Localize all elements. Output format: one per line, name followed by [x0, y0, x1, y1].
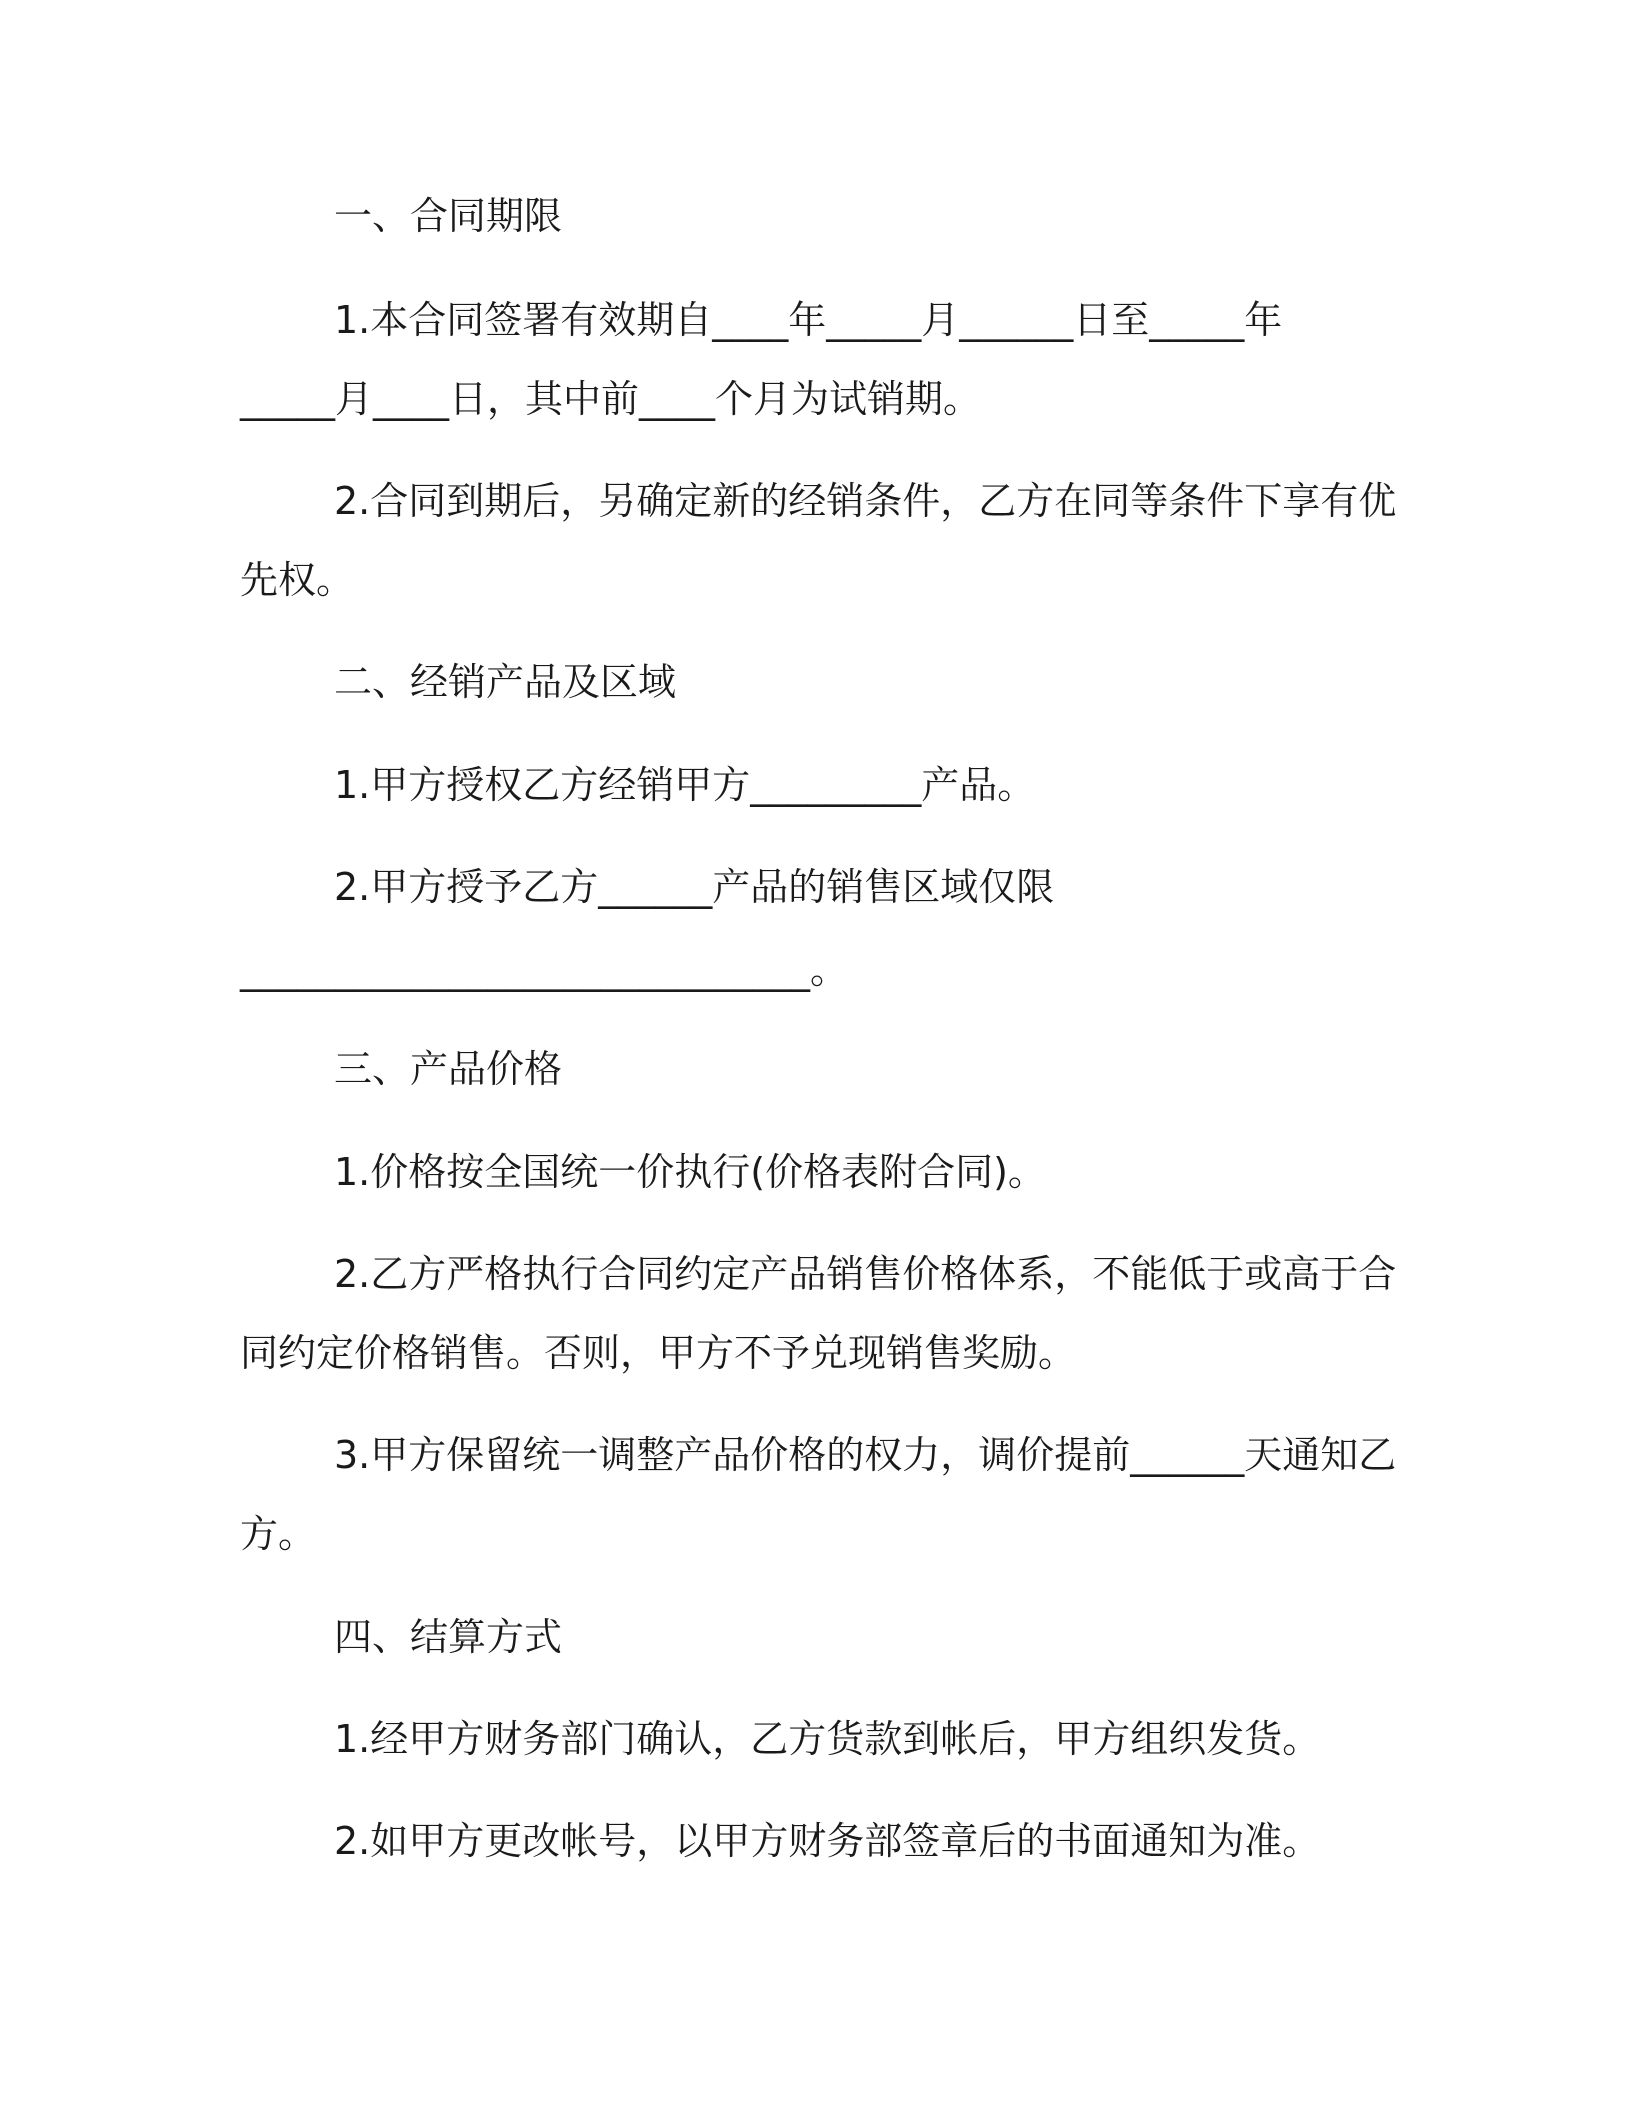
paragraph-line: 2.甲方授予乙方______产品的销售区域仅限: [334, 865, 1055, 909]
paragraph-line: 1.本合同签署有效期自____年_____月______日至_____年: [334, 298, 1283, 342]
paragraph-line: 同约定价格销售。否则，甲方不予兑现销售奖励。: [240, 1331, 1077, 1375]
section-heading-settlement: 四、结算方式: [334, 1615, 563, 1659]
paragraph-line: 1.价格按全国统一价执行(价格表附合同)。: [334, 1150, 1046, 1194]
paragraph-line: 2.乙方严格执行合同约定产品销售价格体系，不能低于或高于合: [334, 1252, 1397, 1296]
paragraph-line: 2.如甲方更改帐号，以甲方财务部签章后的书面通知为准。: [334, 1819, 1321, 1863]
paragraph-line: _____月____日，其中前____个月为试销期。: [240, 377, 982, 421]
paragraph-line: ______________________________。: [240, 948, 849, 992]
paragraph-line: 先权。: [240, 558, 355, 602]
section-heading-contract-term: 一、合同期限: [334, 194, 563, 238]
paragraph-line: 3.甲方保留统一调整产品价格的权力，调价提前______天通知乙: [334, 1433, 1397, 1477]
section-heading-products-region: 二、经销产品及区域: [334, 660, 677, 704]
paragraph-line: 1.经甲方财务部门确认，乙方货款到帐后，甲方组织发货。: [334, 1717, 1321, 1761]
section-heading-product-price: 三、产品价格: [334, 1047, 563, 1091]
paragraph-line: 1.甲方授权乙方经销甲方_________产品。: [334, 763, 1036, 807]
paragraph-line: 方。: [240, 1512, 317, 1556]
paragraph-line: 2.合同到期后，另确定新的经销条件，乙方在同等条件下享有优: [334, 479, 1397, 523]
